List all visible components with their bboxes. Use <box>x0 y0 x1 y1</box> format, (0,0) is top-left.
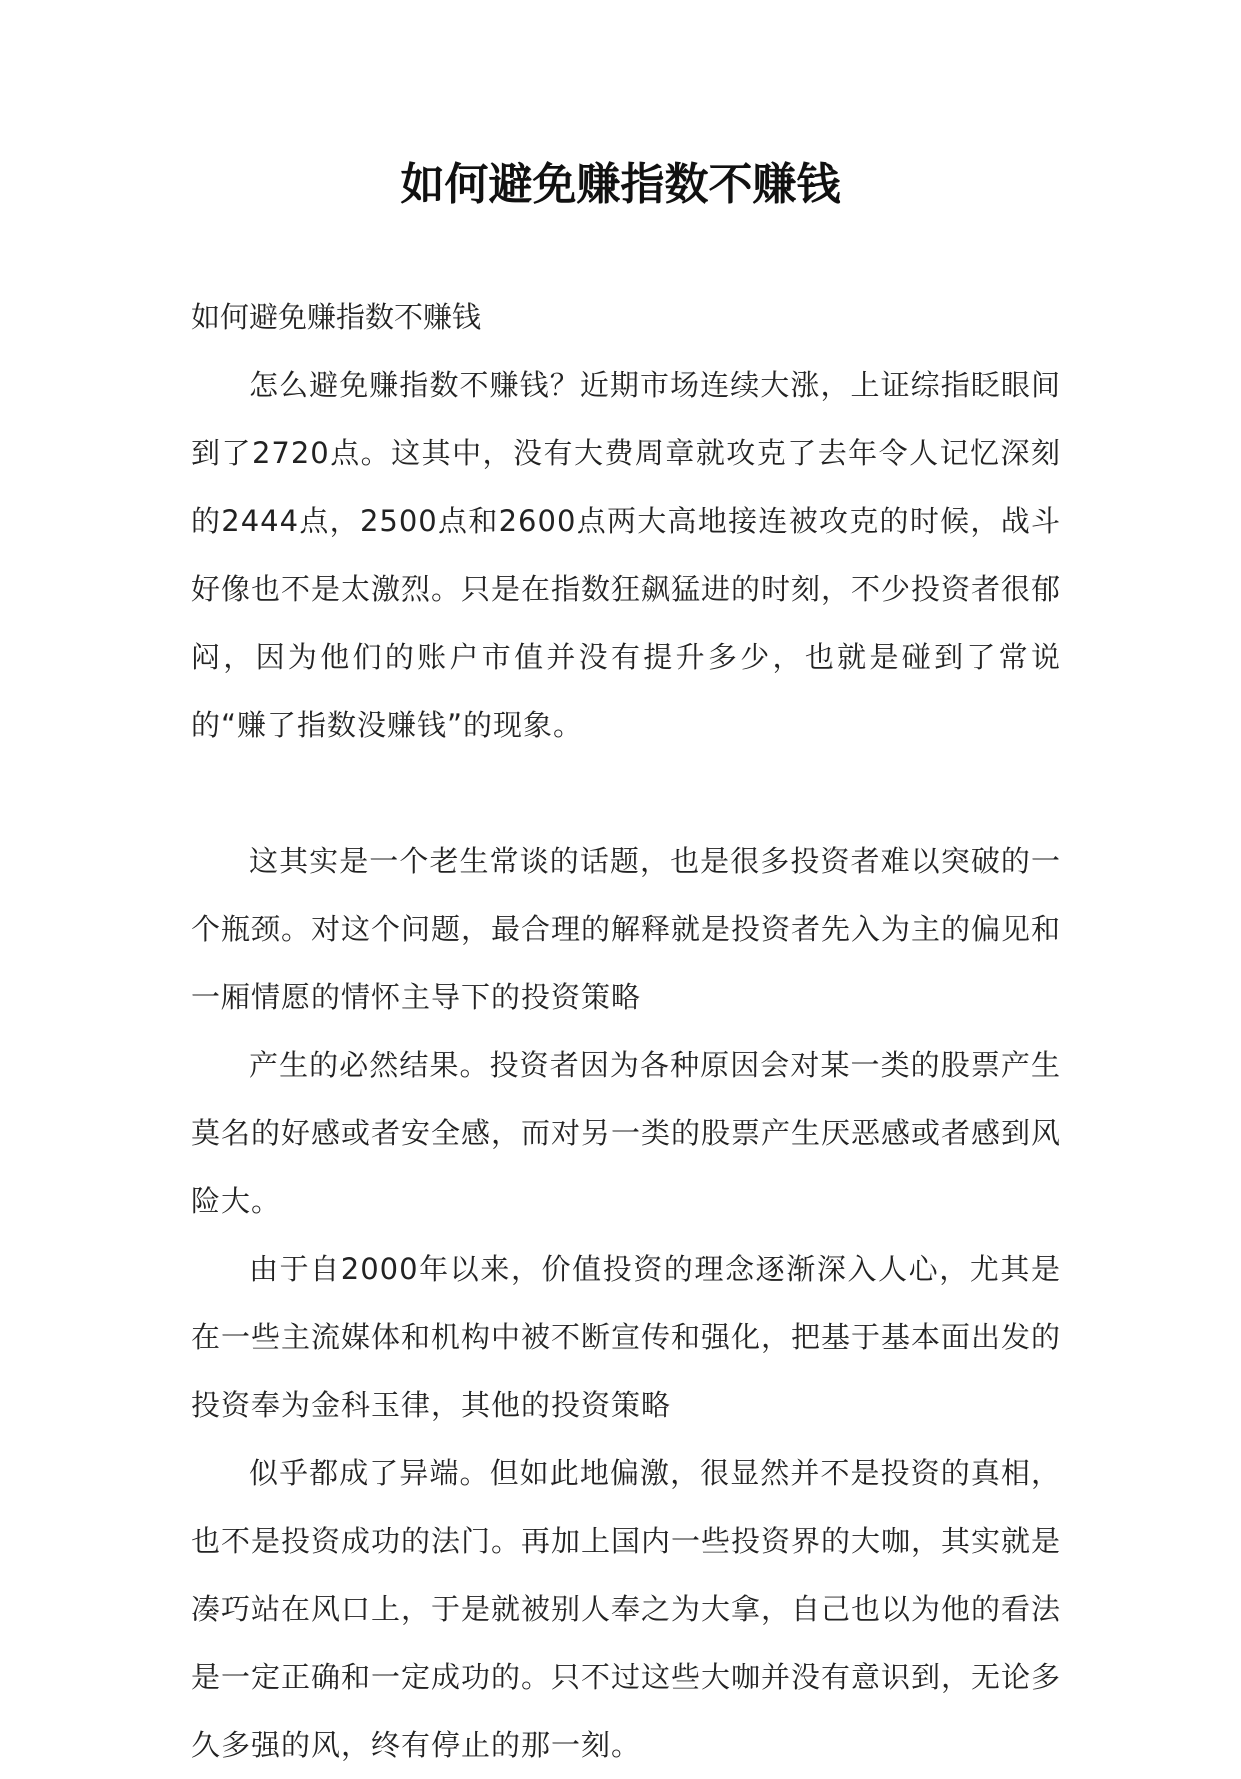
paragraph-1: 怎么避免赚指数不赚钱？近期市场连续大涨，上证综指眨眼间到了2720点。这其中，没有大费周章就攻克了去年令人记忆深刻的2444点，2500点和2600点两大高地接连被攻克的时候，战斗好像也不是太激烈。只是在指数狂飙猛进的时刻，不少投资者很郁闷，因为他们的账户市值并没有提升多少，也就是碰到了常说的“赚了指数没赚钱”的现象。 <box>191 368 1062 742</box>
document-subtitle: 如何避免赚指数不赚钱 <box>191 300 482 334</box>
paragraph-4: 由于自2000年以来，价值投资的理念逐渐深入人心，尤其是在一些主流媒体和机构中被不断宣传和强化，把基于基本面出发的投资奉为金科玉律，其他的投资策略 <box>191 1252 1062 1422</box>
paragraph-3: 产生的必然结果。投资者因为各种原因会对某一类的股票产生莫名的好感或者安全感，而对另一类的股票产生厌恶感或者感到风险大。 <box>191 1048 1062 1218</box>
paragraph-2: 这其实是一个老生常谈的话题，也是很多投资者难以突破的一个瓶颈。对这个问题，最合理的解释就是投资者先入为主的偏见和一厢情愿的情怀主导下的投资策略 <box>191 844 1062 1014</box>
document-title: 如何避免赚指数不赚钱 <box>400 159 841 210</box>
document-body <box>191 283 1061 1779</box>
paragraph-5: 似乎都成了异端。但如此地偏激，很显然并不是投资的真相，也不是投资成功的法门。再加上国内一些投资界的大咖，其实就是凑巧站在风口上，于是就被别人奉之为大拿，自己也以为他的看法是一定正确和一定成功的。只不过这些大咖并没有意识到，无论多久多强的风，终有停止的那一刻。 <box>191 1456 1062 1762</box>
